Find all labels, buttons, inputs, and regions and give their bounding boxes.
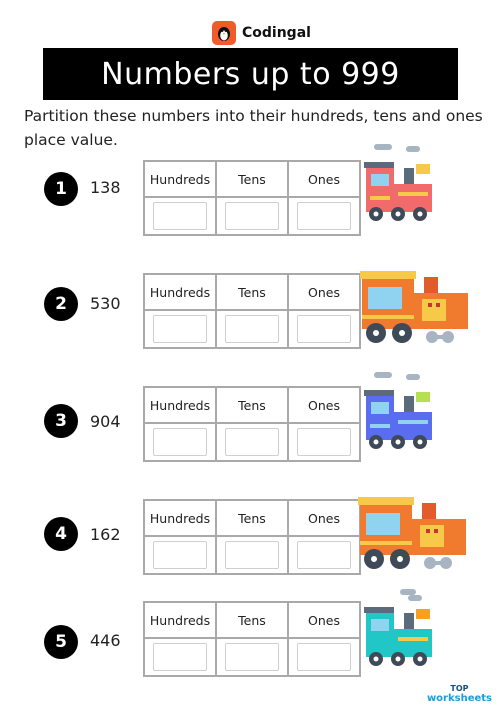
hundreds-answer-box[interactable] — [153, 643, 207, 671]
hundreds-cell — [144, 536, 216, 574]
ones-cell — [288, 197, 360, 235]
column-header-ones: Ones — [288, 161, 360, 197]
ones-cell — [288, 423, 360, 461]
instructions: Partition these numbers into their hundreds, tens and ones place value. — [24, 107, 483, 149]
hundreds-answer-box[interactable] — [153, 541, 207, 569]
page-title: Numbers up to 999 — [43, 48, 458, 100]
column-header-hundreds: Hundreds — [144, 161, 216, 197]
steam-locomotive-red-icon — [360, 144, 436, 224]
footer-brand-top: TOP — [450, 684, 469, 693]
question-number-value: 530 — [90, 294, 121, 313]
ones-answer-box[interactable] — [297, 315, 351, 343]
place-value-table — [143, 499, 361, 575]
tens-answer-box[interactable] — [225, 643, 279, 671]
brand-name: Codingal — [242, 25, 311, 41]
column-header-ones: Ones — [288, 500, 360, 536]
question-number-badge: 2 — [44, 287, 78, 321]
question-number-badge: 1 — [44, 172, 78, 206]
place-value-table — [143, 160, 361, 236]
tens-answer-box[interactable] — [225, 541, 279, 569]
hundreds-answer-box[interactable] — [153, 315, 207, 343]
question-3 — [0, 384, 500, 474]
locomotive-orange-icon — [358, 271, 474, 347]
tens-cell — [216, 536, 288, 574]
column-header-tens: Tens — [216, 387, 288, 423]
tens-cell — [216, 423, 288, 461]
column-header-ones: Ones — [288, 602, 360, 638]
question-number-value: 138 — [90, 178, 121, 197]
hundreds-answer-box[interactable] — [153, 202, 207, 230]
tens-answer-box[interactable] — [225, 202, 279, 230]
penguin-icon — [212, 21, 236, 45]
footer-brand-bottom: worksheets — [426, 693, 492, 704]
question-5 — [0, 599, 500, 689]
ones-answer-box[interactable] — [297, 541, 351, 569]
question-number-value: 446 — [90, 631, 121, 650]
hundreds-cell — [144, 197, 216, 235]
ones-cell — [288, 310, 360, 348]
column-header-hundreds: Hundreds — [144, 602, 216, 638]
place-value-table — [143, 601, 361, 677]
column-header-hundreds: Hundreds — [144, 387, 216, 423]
question-number-value: 162 — [90, 525, 121, 544]
question-number-value: 904 — [90, 412, 121, 431]
hundreds-cell — [144, 310, 216, 348]
question-number-badge: 5 — [44, 625, 78, 659]
ones-cell — [288, 536, 360, 574]
column-header-tens: Tens — [216, 500, 288, 536]
hundreds-cell — [144, 638, 216, 676]
column-header-hundreds: Hundreds — [144, 500, 216, 536]
ones-cell — [288, 638, 360, 676]
place-value-table — [143, 386, 361, 462]
question-4 — [0, 497, 500, 587]
brand-header — [212, 20, 311, 46]
ones-answer-box[interactable] — [297, 428, 351, 456]
ones-answer-box[interactable] — [297, 202, 351, 230]
ones-answer-box[interactable] — [297, 643, 351, 671]
column-header-tens: Tens — [216, 274, 288, 310]
tens-cell — [216, 310, 288, 348]
steam-locomotive-blue-icon — [360, 372, 436, 452]
column-header-tens: Tens — [216, 602, 288, 638]
tens-cell — [216, 638, 288, 676]
question-1 — [0, 158, 500, 248]
question-number-badge: 4 — [44, 517, 78, 551]
column-header-tens: Tens — [216, 161, 288, 197]
tens-answer-box[interactable] — [225, 315, 279, 343]
hundreds-cell — [144, 423, 216, 461]
footer-brand — [427, 684, 492, 704]
hundreds-answer-box[interactable] — [153, 428, 207, 456]
column-header-hundreds: Hundreds — [144, 274, 216, 310]
locomotive-orange-icon — [356, 497, 472, 573]
question-number-badge: 3 — [44, 404, 78, 438]
place-value-table — [143, 273, 361, 349]
column-header-ones: Ones — [288, 387, 360, 423]
tens-cell — [216, 197, 288, 235]
column-header-ones: Ones — [288, 274, 360, 310]
question-2 — [0, 271, 500, 361]
tens-answer-box[interactable] — [225, 428, 279, 456]
steam-locomotive-teal-icon — [360, 589, 436, 669]
